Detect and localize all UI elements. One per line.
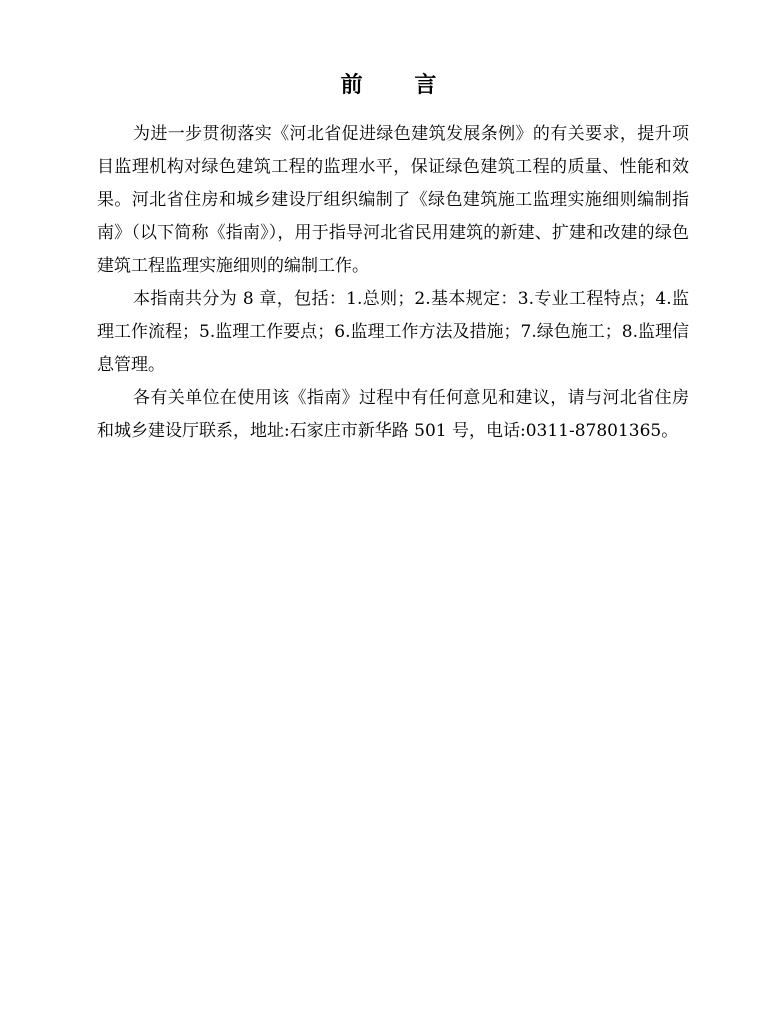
page-title: 前 言 xyxy=(340,72,459,98)
paragraph-2: 本指南共分为 8 章，包括：1.总则；2.基本规定：3.专业工程特点；4.监理工作流程；5.监理工作要点；6.监理工作方法及措施；7.绿色施工；8.监理信息管理。 xyxy=(97,289,689,375)
paragraph-3: 各有关单位在使用该《指南》过程中有任何意见和建议，请与河北省住房和城乡建设厅联系，地址:石家庄市新华路 501 号，电话:0311-87801365。 xyxy=(97,388,689,441)
preface-body xyxy=(97,118,689,448)
paragraph-1: 为进一步贯彻落实《河北省促进绿色建筑发展条例》的有关要求，提升项目监理机构对绿色建筑工程的监理水平，保证绿色建筑工程的质量、性能和效果。河北省住房和城乡建设厅组织编制了《绿色建筑施工监理实施细则编制指南》（以下简称《指南》），用于指导河北省民用建筑的新建、扩建和改建的绿色建筑工程监理实施细则的编制工作。 xyxy=(97,124,689,276)
